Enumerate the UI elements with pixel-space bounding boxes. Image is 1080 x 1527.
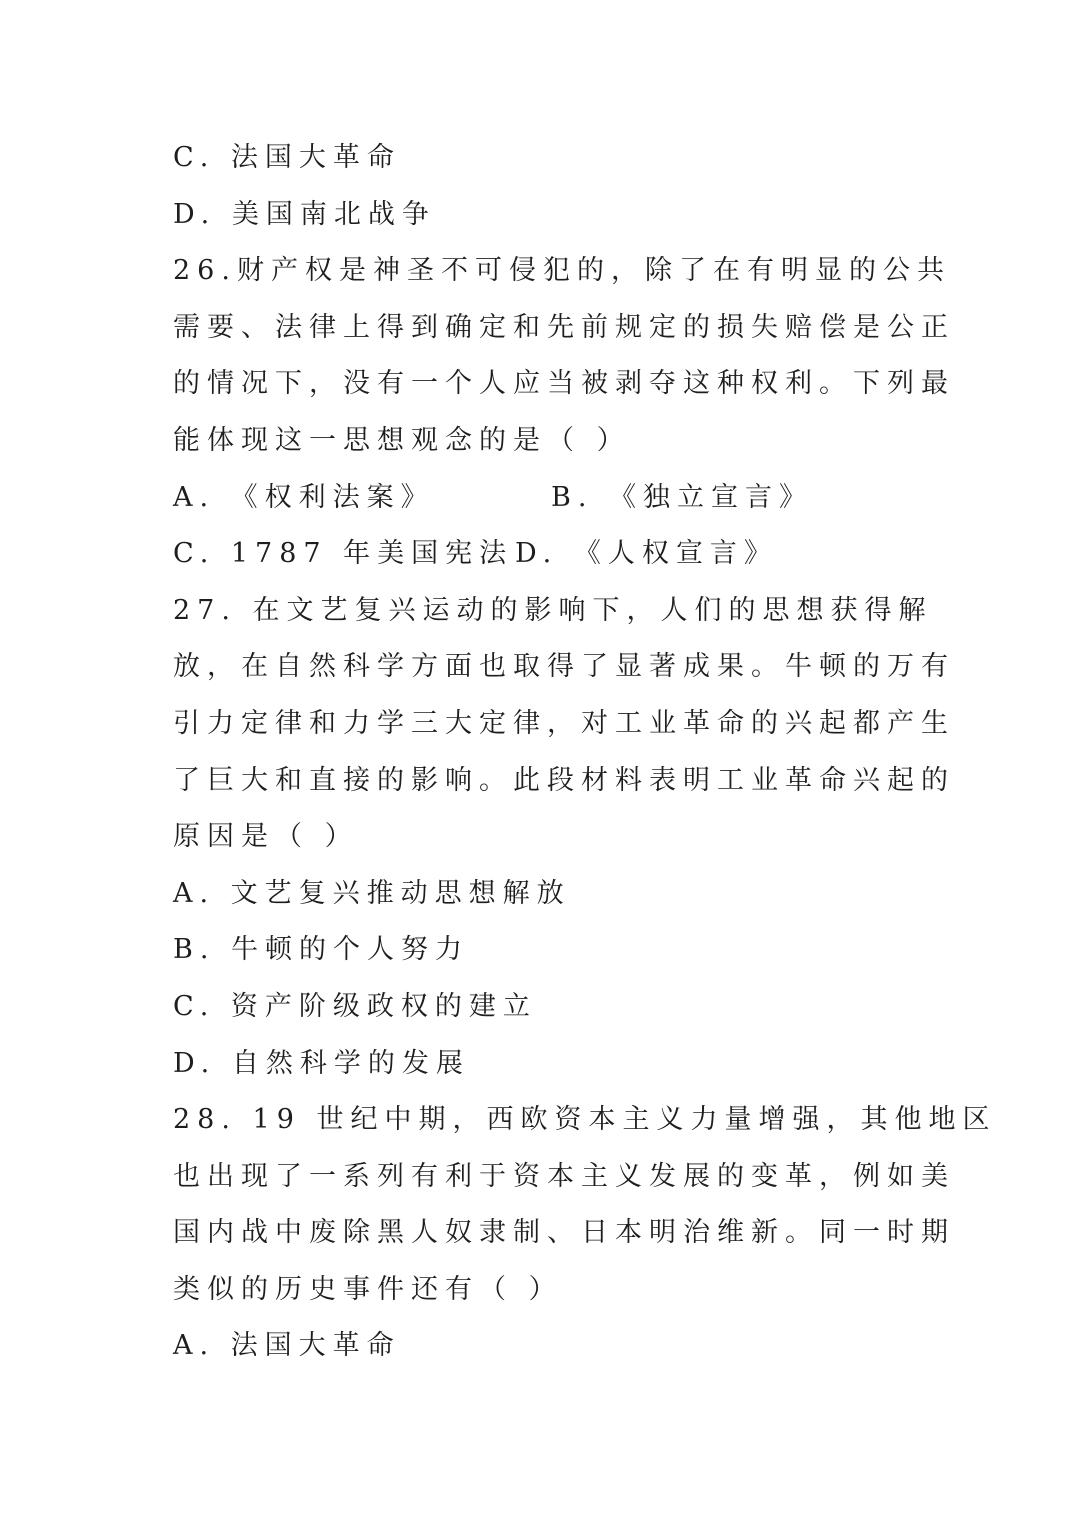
question-26 — [173, 243, 955, 583]
q26-stem-line-3: 的情况下，没有一个人应当被剥夺这种权利。下列最 — [173, 368, 955, 400]
exam-page — [173, 130, 997, 1375]
q27-option-d: D. 自然科学的发展 — [173, 1047, 470, 1079]
q27-stem-line-2: 放，在自然科学方面也取得了显著成果。牛顿的万有 — [173, 651, 955, 683]
q28-stem-line-4: 类似的历史事件还有（ ） — [173, 1273, 563, 1305]
question-27 — [173, 583, 955, 1092]
question-28 — [173, 1092, 997, 1375]
q28-stem-line-3: 国内战中废除黑人奴隶制、日本明治维新。同一时期 — [173, 1217, 955, 1249]
q27-option-a: A. 文艺复兴推动思想解放 — [173, 877, 571, 909]
q26-stem-line-1: 26.财产权是神圣不可侵犯的，除了在有明显的公共 — [173, 255, 951, 287]
prev-question-option-d: D. 美国南北战争 — [173, 198, 436, 230]
q27-option-b: B. 牛顿的个人努力 — [173, 934, 470, 966]
q27-stem-line-4: 了巨大和直接的影响。此段材料表明工业革命兴起的 — [173, 764, 955, 796]
q26-option-c: C. 1787 年美国宪法 — [173, 538, 514, 570]
q26-option-a: A. 《权利法案》 — [173, 481, 435, 513]
q26-stem-line-4: 能体现这一思想观念的是（ ） — [173, 424, 631, 456]
q28-stem-line-1: 28. 19 世纪中期，西欧资本主义力量增强，其他地区 — [173, 1104, 997, 1136]
prev-question-option-c: C. 法国大革命 — [173, 142, 401, 173]
q26-options-row-1 — [173, 470, 913, 527]
q26-option-d: D. 《人权宣言》 — [515, 538, 778, 570]
q28-option-a: A. 法国大革命 — [173, 1330, 401, 1362]
q26-options-row-2 — [173, 526, 913, 583]
q26-stem-line-2: 需要、法律上得到确定和先前规定的损失赔偿是公正 — [173, 311, 955, 343]
q27-stem-line-3: 引力定律和力学三大定律，对工业革命的兴起都产生 — [173, 707, 955, 739]
q27-stem-line-5: 原因是（ ） — [173, 821, 359, 853]
q27-stem-line-1: 27. 在文艺复兴运动的影响下，人们的思想获得解 — [173, 594, 933, 626]
q28-stem-line-2: 也出现了一系列有利于资本主义发展的变革，例如美 — [173, 1160, 955, 1192]
q26-option-b: B. 《独立宣言》 — [551, 481, 814, 513]
q27-option-c: C. 资产阶级政权的建立 — [173, 990, 537, 1022]
